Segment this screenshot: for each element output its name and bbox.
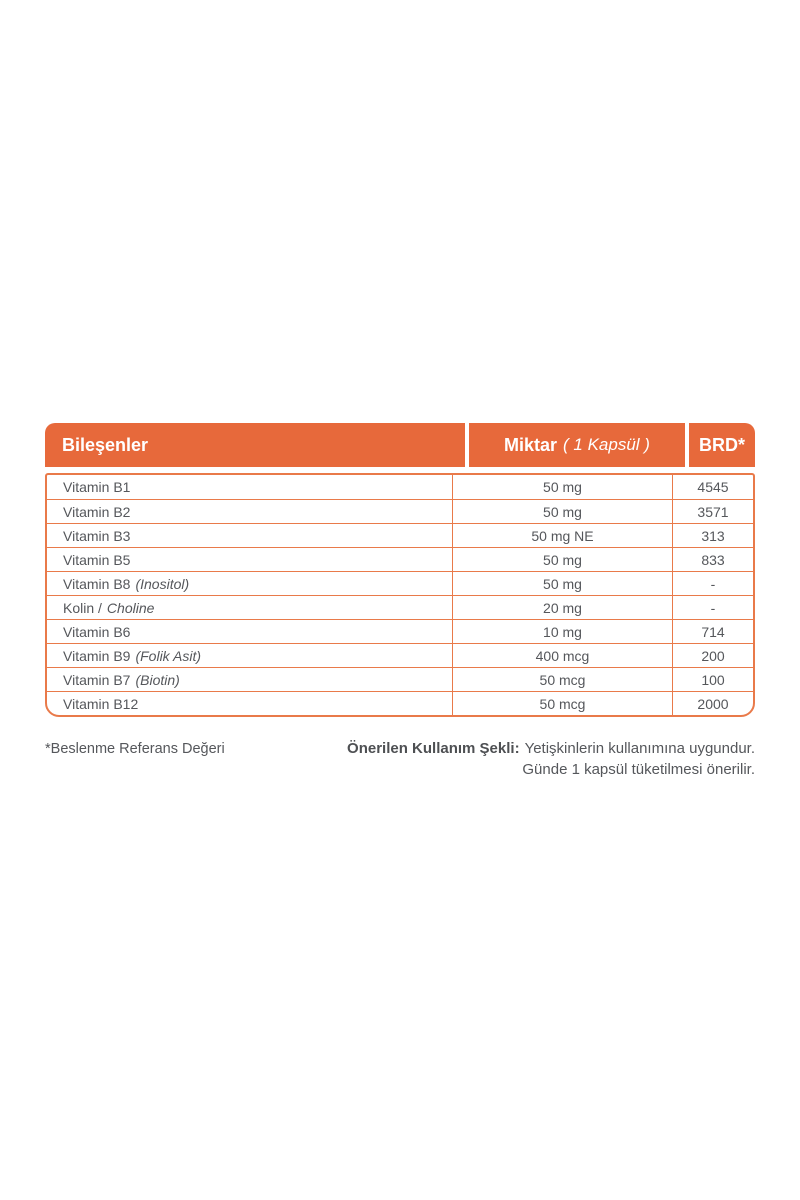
usage-text-1: Yetişkinlerin kullanımına uygundur.	[524, 740, 755, 757]
table-row	[47, 691, 753, 715]
ingredient-cell	[47, 596, 452, 619]
brd-cell: 2000	[672, 692, 753, 715]
amount-cell: 50 mg	[452, 475, 672, 499]
ingredient-name: Vitamin B1	[63, 479, 131, 495]
ingredient-name-italic: (Folik Asit)	[135, 647, 202, 664]
table-row	[47, 667, 753, 691]
reference-footnote: *Beslenme Referans Değeri	[45, 741, 225, 757]
amount-cell: 50 mcg	[452, 692, 672, 715]
header-amount-label: Miktar	[504, 434, 558, 455]
usage-instructions	[347, 738, 755, 780]
ingredient-name-italic: (Biotin)	[135, 671, 180, 688]
usage-line-1	[347, 738, 755, 759]
nutrition-table	[45, 423, 755, 717]
table-row	[47, 475, 753, 499]
header-brd: BRD*	[689, 423, 755, 467]
table-row	[47, 523, 753, 547]
ingredient-cell	[47, 572, 452, 595]
brd-cell: 313	[672, 524, 753, 547]
ingredient-name: Vitamin B5	[63, 551, 131, 568]
amount-cell: 50 mg	[452, 548, 672, 571]
table-row	[47, 619, 753, 643]
amount-cell: 50 mg	[452, 500, 672, 523]
usage-line-2: Günde 1 kapsül tüketilmesi önerilir.	[522, 761, 755, 778]
amount-cell: 50 mg NE	[452, 524, 672, 547]
brd-cell: 4545	[672, 475, 753, 499]
ingredient-name: Vitamin B7	[63, 671, 131, 688]
ingredient-name: Vitamin B8	[63, 575, 131, 592]
brd-cell: -	[672, 572, 753, 595]
ingredient-cell	[47, 475, 452, 499]
header-amount	[469, 423, 685, 467]
ingredient-cell	[47, 644, 452, 667]
ingredient-cell	[47, 620, 452, 643]
table-row	[47, 643, 753, 667]
table-row	[47, 547, 753, 571]
table-body	[45, 473, 755, 717]
amount-cell: 20 mg	[452, 596, 672, 619]
ingredient-name: Vitamin B6	[63, 623, 131, 640]
table-row	[47, 499, 753, 523]
header-amount-unit: ( 1 Kapsül )	[563, 435, 650, 454]
ingredient-name: Vitamin B12	[63, 695, 139, 712]
ingredient-cell	[47, 668, 452, 691]
amount-cell: 10 mg	[452, 620, 672, 643]
ingredient-name-italic: (Inositol)	[135, 575, 190, 592]
ingredient-name: Vitamin B9	[63, 647, 131, 664]
amount-cell: 50 mg	[452, 572, 672, 595]
ingredient-name-italic: Choline	[106, 599, 155, 616]
ingredient-name: Vitamin B2	[63, 503, 131, 520]
ingredient-cell	[47, 500, 452, 523]
usage-label: Önerilen Kullanım Şekli:	[347, 740, 520, 757]
amount-cell: 50 mcg	[452, 668, 672, 691]
table-header-row	[45, 423, 755, 467]
amount-cell: 400 mcg	[452, 644, 672, 667]
brd-cell: 714	[672, 620, 753, 643]
brd-cell: 100	[672, 668, 753, 691]
brd-cell: -	[672, 596, 753, 619]
ingredient-cell	[47, 524, 452, 547]
header-components: Bileşenler	[45, 423, 465, 467]
ingredient-cell	[47, 548, 452, 571]
brd-cell: 833	[672, 548, 753, 571]
table-row	[47, 571, 753, 595]
brd-cell: 3571	[672, 500, 753, 523]
brd-cell: 200	[672, 644, 753, 667]
ingredient-cell	[47, 692, 452, 715]
ingredient-name: Vitamin B3	[63, 527, 131, 544]
ingredient-name: Kolin /	[63, 599, 102, 616]
table-row	[47, 595, 753, 619]
